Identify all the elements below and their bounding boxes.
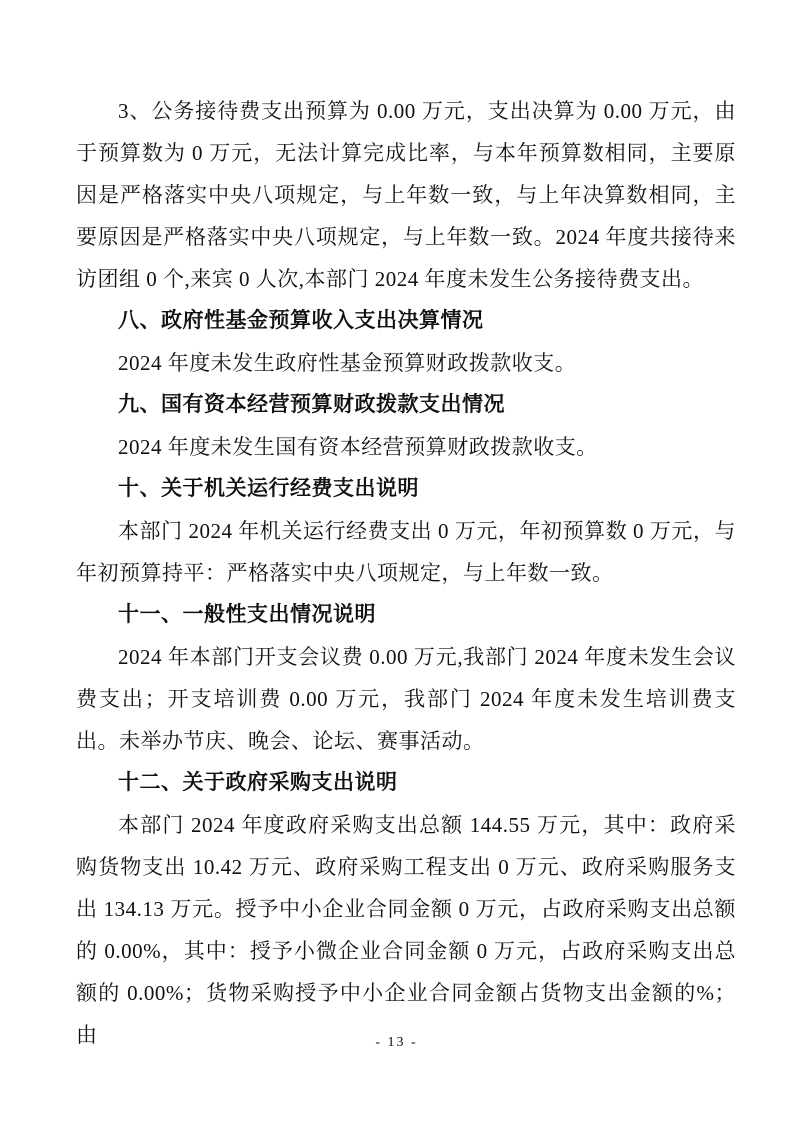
body-paragraph: 本部门 2024 年度政府采购支出总额 144.55 万元，其中：政府采购货物支出 10.42 万元、政府采购工程支出 0 万元、政府采购服务支出 134.13 万元。授予中小企业合同金额 0 万元，占政府采购支出总额的 0.00%，其中：授予小微企业合同金额 0 万元，占政府采购支出总额的 0.00%；货物采购授予中小企业合同金额占货物支出金额的%；由	[76, 813, 736, 1047]
section-heading: 十二、关于政府采购支出说明	[118, 771, 398, 794]
body-paragraph: 2024 年度未发生政府性基金预算财政拨款收支。	[118, 351, 577, 375]
section-heading: 九、国有资本经营预算财政拨款支出情况	[118, 393, 505, 416]
body-paragraph: 3、公务接待费支出预算为 0.00 万元，支出决算为 0.00 万元，由于预算数为 0 万元，无法计算完成比率，与本年预算数相同，主要原因是严格落实中央八项规定，与上年数一致，与上年决算数相同，主要原因是严格落实中央八项规定，与上年数一致。2024 年度共接待来访团组 0 个,来宾 0 人次,本部门 2024 年度未发生公务接待费支出。	[76, 99, 736, 291]
section-heading: 十、关于机关运行经费支出说明	[118, 477, 419, 500]
page-number: - 13 -	[375, 1035, 418, 1050]
document-body	[76, 90, 736, 1056]
section-heading: 八、政府性基金预算收入支出决算情况	[118, 309, 484, 332]
section-heading: 十一、一般性支出情况说明	[118, 603, 376, 626]
body-paragraph: 2024 年度未发生国有资本经营预算财政拨款收支。	[118, 435, 598, 459]
body-paragraph: 2024 年本部门开支会议费 0.00 万元,我部门 2024 年度未发生会议费支出；开支培训费 0.00 万元，我部门 2024 年度未发生培训费支出。未举办节庆、晚会、论坛、赛事活动。	[76, 645, 736, 753]
body-paragraph: 本部门 2024 年机关运行经费支出 0 万元，年初预算数 0 万元，与年初预算持平：严格落实中央八项规定，与上年数一致。	[76, 519, 736, 585]
